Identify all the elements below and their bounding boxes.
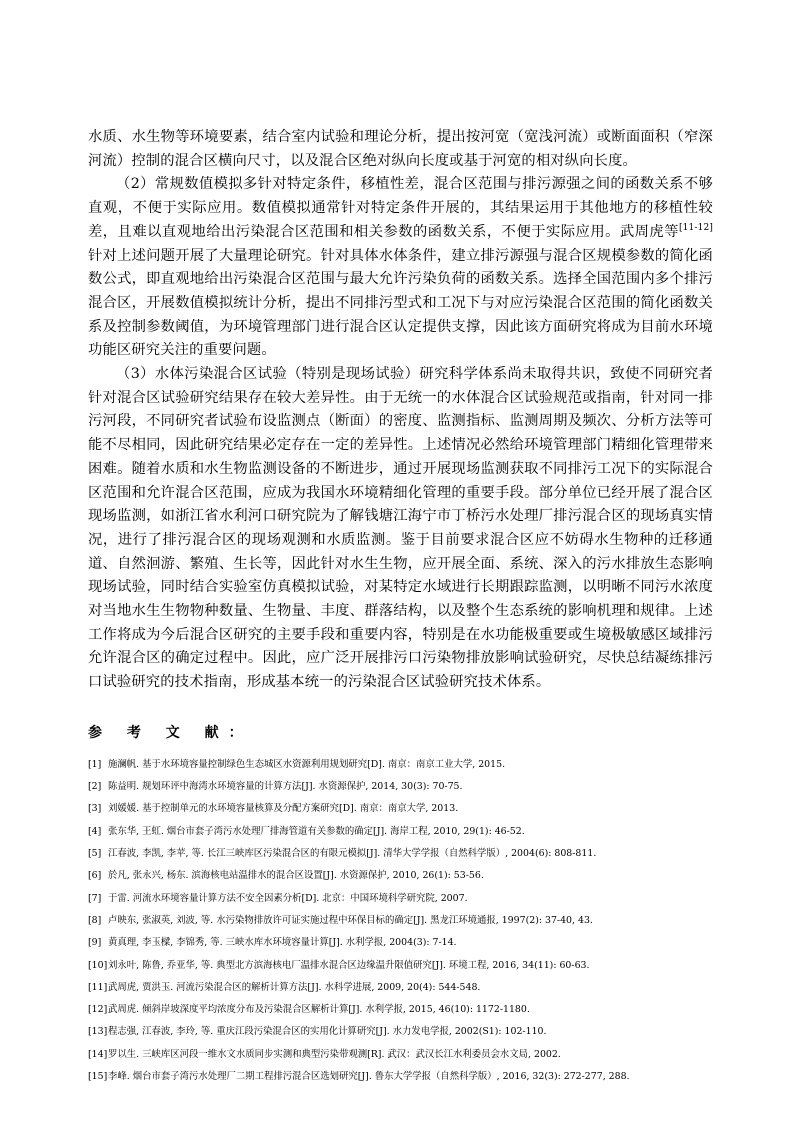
reference-item	[88, 1044, 713, 1066]
reference-item	[88, 821, 713, 843]
reference-number: [3]	[88, 803, 102, 815]
body-paragraph-2	[88, 173, 713, 363]
reference-item	[88, 1066, 713, 1088]
reference-text: 卢映东, 张淑英, 刘波, 等. 水污染物排放许可证实施过程中环保目标的确定[J]. 黑龙江环境通报, 1997(2): 37-40, 43.	[108, 914, 593, 926]
reference-text: 施澜帆. 基于水环境容量控制绿色生态城区水资源利用规划研究[D]. 南京：南京工业大学, 2015.	[108, 758, 506, 770]
reference-number: [10]	[88, 959, 108, 971]
reference-number: [5]	[88, 848, 102, 860]
citation-11-12: [11-12]	[678, 222, 713, 233]
reference-number: [2]	[88, 781, 102, 793]
reference-text: 刘媛媛. 基于控制单元的水环境容量核算及分配方案研究[D]. 南京：南京大学, 2013.	[108, 803, 459, 815]
reference-number: [8]	[88, 914, 102, 926]
reference-text: 李峰. 烟台市套子湾污水处理厂二期工程排污混合区选划研究[J]. 鲁东大学学报（自然科学版）, 2016, 32(3): 272-277, 288.	[108, 1071, 630, 1083]
reference-item	[88, 776, 713, 798]
reference-item	[88, 888, 713, 910]
reference-number: [1]	[88, 758, 102, 770]
reference-text: 黄真理, 李玉樑, 李锦秀, 等. 三峡水库水环境容量计算[J]. 水利学报, 2004(3): 7-14.	[108, 937, 457, 949]
reference-item	[88, 955, 713, 977]
reference-text: 刘永叶, 陈鲁, 乔亚华, 等. 典型北方滨海核电厂温排水混合区边缘温升限值研究[J]. 环境工程, 2016, 34(11): 60-63.	[108, 959, 590, 971]
reference-number: [7]	[88, 892, 102, 904]
reference-number: [14]	[88, 1048, 108, 1060]
reference-item	[88, 843, 713, 865]
reference-text: 武周虎. 倾斜岸坡深度平均浓度分布及污染混合区解析计算[J]. 水利学报, 2015, 46(10): 1172-1180.	[108, 1004, 530, 1016]
reference-number: [6]	[88, 870, 102, 882]
reference-text: 于雷. 河流水环境容量计算方法不安全因素分析[D]. 北京：中国环境科学研究院, 2007.	[108, 892, 468, 904]
body-paragraph-3: （3）水体污染混合区试验（特别是现场试验）研究科学体系尚未取得共识，致使不同研究者针对混合区试验研究结果存在较大差异性。由于无统一的水体混合区试验规范或指南，针对同一排污河段，不同研究者试验布设监测点（断面）的密度、监测指标、监测周期及频次、分析方法等可能不尽相同，因此研究结果必定存在一定的差异性。上述情况必然给环境管理部门精细化管理带来困难。随着水质和水生物监测设备的不断进步，通过开展现场监测获取不同排污工况下的实际混合区范围和允许混合区范围，应成为我国水环境精细化管理的重要手段。部分单位已经开展了混合区现场监测，如浙江省水利河口研究院为了解钱塘江海宁市丁桥污水处理厂排污混合区的现场真实情况，进行了排污混合区的现场观测和水质监测。鉴于目前要求混合区应不妨碍水生物种的迁移通道、自然洄游、繁殖、生长等，因此针对水生生物，应开展全面、系统、深入的污水排放生态影响现场试验，同时结合实验室仿真模拟试验，对某特定水域进行长期跟踪监测，以明晰不同污水浓度对当地水生生物物种数量、生物量、丰度、群落结构，以及整个生态系统的影响机理和规律。上述工作将成为今后混合区研究的主要手段和重要内容，特别是在水功能极重要或生境极敏感区域排污允许混合区的确定过程中。因此，应广泛开展排污口污染物排放影响试验研究，尽快总结凝练排污口试验研究的技术指南，形成基本统一的污染混合区试验研究技术体系。	[88, 366, 713, 691]
reference-number: [4]	[88, 825, 102, 837]
reference-item	[88, 977, 713, 999]
reference-number: [13]	[88, 1026, 108, 1038]
reference-item	[88, 754, 713, 776]
reference-number: [11]	[88, 981, 108, 993]
reference-number: [15]	[88, 1071, 108, 1083]
paragraph-2-text-a: （2）常规数值模拟多针对特定条件，移植性差，混合区范围与排污源强之间的函数关系不够直观，不便于实际应用。数值模拟通常针对特定条件开展的，其结果运用于其他地方的移植性较差，且难以直观地给出污染混合区范围和相关参数的函数关系，不便于实际应用。武周虎等	[88, 176, 713, 240]
reference-text: 程志强, 江春波, 李玲, 等. 重庆江段污染混合区的实用化计算研究[J]. 水力发电学报, 2002(S1): 102-110.	[108, 1026, 547, 1038]
reference-text: 江春波, 李凯, 李苹, 等. 长江三峡库区污染混合区的有限元模拟[J]. 清华大学学报（自然科学版）, 2004(6): 808-811.	[108, 848, 597, 860]
reference-text: 於凡, 张永兴, 杨东. 滨海核电站温排水的混合区设置[J]. 水资源保护, 2010, 26(1): 53-56.	[108, 870, 484, 882]
references-heading: 参 考 文 献：	[88, 724, 253, 741]
page-content	[88, 126, 713, 1088]
reference-text: 陈益明. 规划环评中海湾水环境容量的计算方法[J]. 水资源保护, 2014, 30(3): 70-75.	[108, 781, 463, 793]
reference-item	[88, 1021, 713, 1043]
reference-item	[88, 865, 713, 887]
reference-item	[88, 798, 713, 820]
reference-item	[88, 932, 713, 954]
reference-text: 武周虎, 贾洪玉. 河流污染混合区的解析计算方法[J]. 水科学进展, 2009, 20(4): 544-548.	[108, 981, 481, 993]
paragraph-2-text-b: 针对上述问题开展了大量理论研究。针对具体水体条件，建立排污源强与混合区规模参数的简化函数公式，即直观地给出污染混合区范围与最大允许污染负荷的函数关系。选择全国范围内多个排污混合区，开展数值模拟统计分析，提出不同排污型式和工况下与对应污染混合区范围的简化函数关系及控制参数阈值，为环境管理部门进行混合区认定提供支撑，因此该方面研究将成为目前水环境功能区研究关注的重要问题。	[88, 247, 713, 359]
body-paragraph-1: 水质、水生物等环境要素，结合室内试验和理论分析，提出按河宽（宽浅河流）或断面面积（窄深河流）控制的混合区横向尺寸，以及混合区绝对纵向长度或基于河宽的相对纵向长度。	[88, 129, 713, 169]
reference-item	[88, 910, 713, 932]
reference-number: [9]	[88, 937, 102, 949]
reference-number: [12]	[88, 1004, 108, 1016]
reference-text: 张东华, 王虹. 烟台市套子湾污水处理厂排海管道有关参数的确定[J]. 海岸工程, 2010, 29(1): 46-52.	[108, 825, 525, 837]
reference-text: 罗以生. 三峡库区河段一维水文水质同步实测和典型污染带观测[R]. 武汉：武汉长江水利委员会水文局, 2002.	[108, 1048, 561, 1060]
reference-list	[88, 754, 713, 1088]
reference-item	[88, 999, 713, 1021]
